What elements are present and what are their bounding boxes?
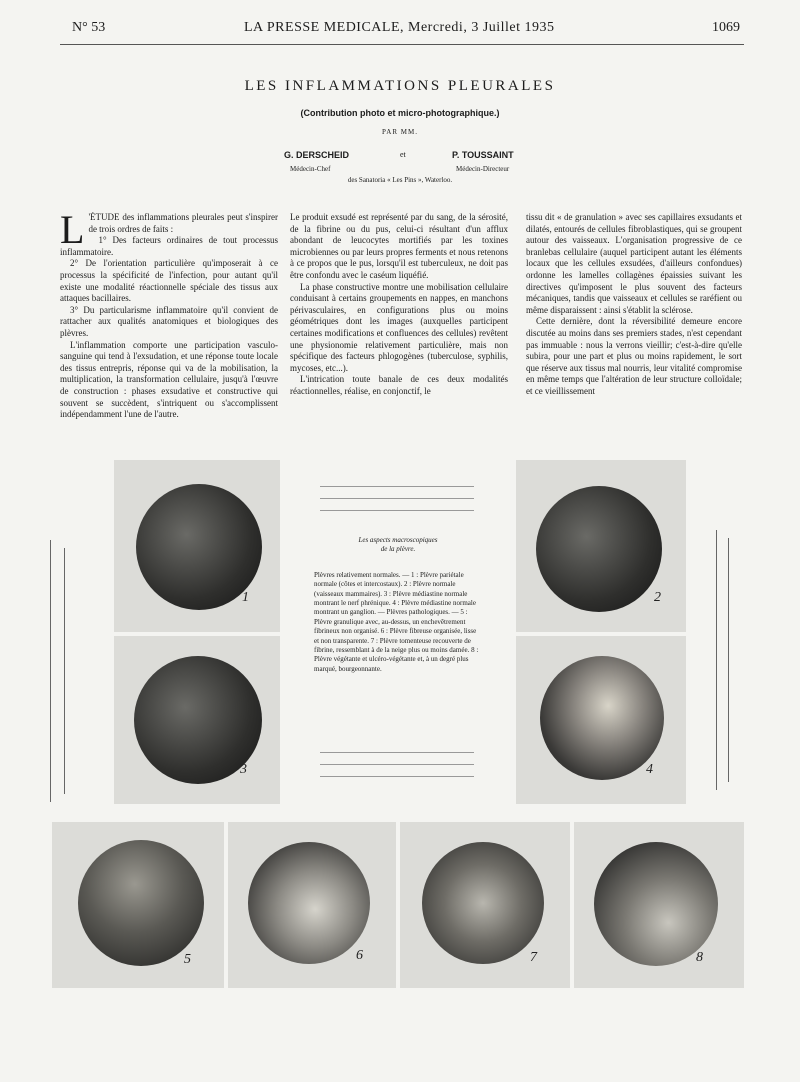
author-1-role: Médecin-Chef: [290, 165, 331, 173]
micro-photo: [248, 842, 370, 964]
text-column-3: [526, 212, 742, 446]
plate-label: 2: [654, 590, 661, 605]
micro-photo: [422, 842, 544, 964]
paragraph: 1° Des facteurs ordinaires de tout processus inflammatoire.: [60, 235, 278, 257]
caption-rule: [320, 510, 474, 511]
affiliation: des Sanatoria « Les Pins », Waterloo.: [347, 176, 453, 184]
paragraph: Le produit exsudé est représenté par du sang, de la sérosité, de la fibrine ou du pus, celui-ci résultant d'un afflux abondant de leucocytes mortifiés par les toxines microbiennes ou par leurs propres ferments et nous retenons à ce propos que le pus, lorsqu'il est tuberculeux, ne doit pas être confondu avec le caséum liquéfié.: [290, 212, 508, 280]
article-title: LES INFLAMMATIONS PLEURALES: [244, 78, 556, 94]
author-2-role: Médecin-Directeur: [456, 165, 510, 173]
caption-rule: [320, 486, 474, 487]
photo-plate-2: [516, 460, 686, 632]
paragraph: tissu dit « de granulation » avec ses capillaires exsudants et dilatés, entourés de cellules fibroblastiques, qui se groupent autour des vaisseaux. L'organisation progressive de ce branlebas cellulaire (auquel participent autant les éléments locaux que les cellules exsudées, d'ailleurs confondues) ordonne les lamelles collagènes épaissies suivant les directives qu'imposent le plus souvent des facteurs mécaniques, tandis que vaisseaux et cellules se raréfient ou même disparaissent : ainsi s'établit la sclérose.: [526, 212, 742, 315]
author-conjunction: et: [400, 150, 406, 159]
article-subtitle: (Contribution photo et micro-photographique.): [300, 108, 500, 118]
margin-rule: [728, 538, 729, 782]
figure-caption: [314, 536, 482, 674]
author-2: P. TOUSSAINT: [452, 150, 514, 160]
micro-photo: [78, 840, 204, 966]
photo-plate-3: [114, 636, 280, 804]
photo-plate-8: [574, 822, 744, 988]
author-1: G. DERSCHEID: [284, 150, 350, 160]
margin-rule: [716, 530, 717, 790]
running-header: [72, 20, 740, 42]
issue-number: N° 53: [72, 20, 106, 35]
paragraph: 2° De l'orientation particulière qu'imposerait à ce processus la spécificité de l'infection, pour autant qu'il existe une modalité réactionnelle spéciale des tissus aux attaques bacillaires.: [60, 258, 278, 304]
photo-plate-7: [400, 822, 570, 988]
caption-title: [314, 536, 482, 555]
plate-label: 6: [356, 948, 363, 963]
photo-plate-6: [228, 822, 396, 988]
by-line: PAR MM.: [382, 128, 418, 136]
text-column-2: [290, 212, 508, 446]
paragraph: L'inflammation comporte une participation vasculo-sanguine qui tend à l'exsudation, et une réponse toute locale des tissus entrepris, réponse qui va de la mobilisation, la multiplication, la transformation cellulaire, jusqu'à l'œuvre de construction : phases exsudative et constructive qui souvent se succèdent, s'intriquent ou s'accomplissent indépendamment l'une de l'autre.: [60, 339, 278, 420]
caption-rule: [320, 752, 474, 753]
photo-plate-5: [52, 822, 224, 988]
paragraph: 3° Du particularisme inflammatoire qu'il convient de rattacher aux qualités anatomiques et biologiques des plèvres.: [60, 304, 278, 338]
caption-rule: [320, 764, 474, 765]
plate-label: 1: [242, 590, 249, 605]
caption-rule: [320, 498, 474, 499]
margin-rule: [50, 540, 51, 802]
paragraph: La phase constructive montre une mobilisation cellulaire conduisant à certains groupements en nappes, en manchons périvasculaires, en configurations plus ou moins géométriques dont les images (auxquelles participent certaines modifications et confluences des cellules) revêtent une physionomie relativement particulière, mais non spécifique des facteurs phlogogènes (tuberculose, syphilis, mycoses, etc...).: [290, 281, 508, 373]
plate-label: 8: [696, 950, 703, 965]
caption-title-line: Les aspects macroscopiques: [358, 536, 438, 544]
plate-label: 5: [184, 952, 191, 967]
plate-label: 3: [240, 762, 247, 777]
masthead: LA PRESSE MEDICALE, Mercredi, 3 Juillet 1935: [244, 20, 555, 35]
text-column-1: [60, 212, 278, 446]
plate-label: 4: [646, 762, 653, 777]
photo-plate-4: [516, 636, 686, 804]
micro-photo: [594, 842, 718, 966]
margin-rule: [64, 548, 65, 794]
photo-plate-1: [114, 460, 280, 632]
caption-title-line: de la plèvre.: [380, 545, 416, 554]
drop-cap: L: [60, 212, 85, 252]
plate-label: 7: [530, 950, 537, 965]
paragraph: Cette dernière, dont la réversibilité demeure encore discutée au moins dans ses premiers stades, n'est cependant pas immuable : nous la verrons vieillir; c'est-à-dire qu'elle subira, pour une part et plus ou moins rapidement, le sort que réserve aux tissus mal nourris, leur vitalité compromise en même temps que l'altération de leur structure colloïdale; et ce vieillissement: [526, 316, 742, 396]
paragraph: 'ÉTUDE des inflammations pleurales peut s'inspirer de trois ordres de faits :: [88, 212, 278, 234]
caption-body: Plèvres relativement normales. — 1 : Plèvre pariétale normale (côtes et intercostaux). 2 : Plèvre normale (vaisseaux mammaires). 3 : Plèvre médiastine normale montrant le nerf phrénique. 4 : Plèvre médiastine normale montrant un ganglion. — Plèvres pathologiques. — 5 : Plèvre granulique avec, au-dessus, un enchevêtrement fibrineux non organisé. 6 : Plèvre fibreuse organisée, lisse et non transparente. 7 : Plèvre tomenteuse recouverte de fibrine, ressemblant à de la neige plus ou moins damée. 8 : Plèvre végétante et ulcéro-végétante et, à un degré plus marqué, bourgeonnante.: [314, 570, 479, 673]
page-number: 1069: [712, 20, 740, 35]
header-rule: [60, 44, 744, 45]
paragraph: L'intrication toute banale de ces deux modalités réactionnelles, réalise, en conjonctif, le: [290, 374, 508, 396]
caption-rule: [320, 776, 474, 777]
micro-photo: [536, 486, 662, 612]
